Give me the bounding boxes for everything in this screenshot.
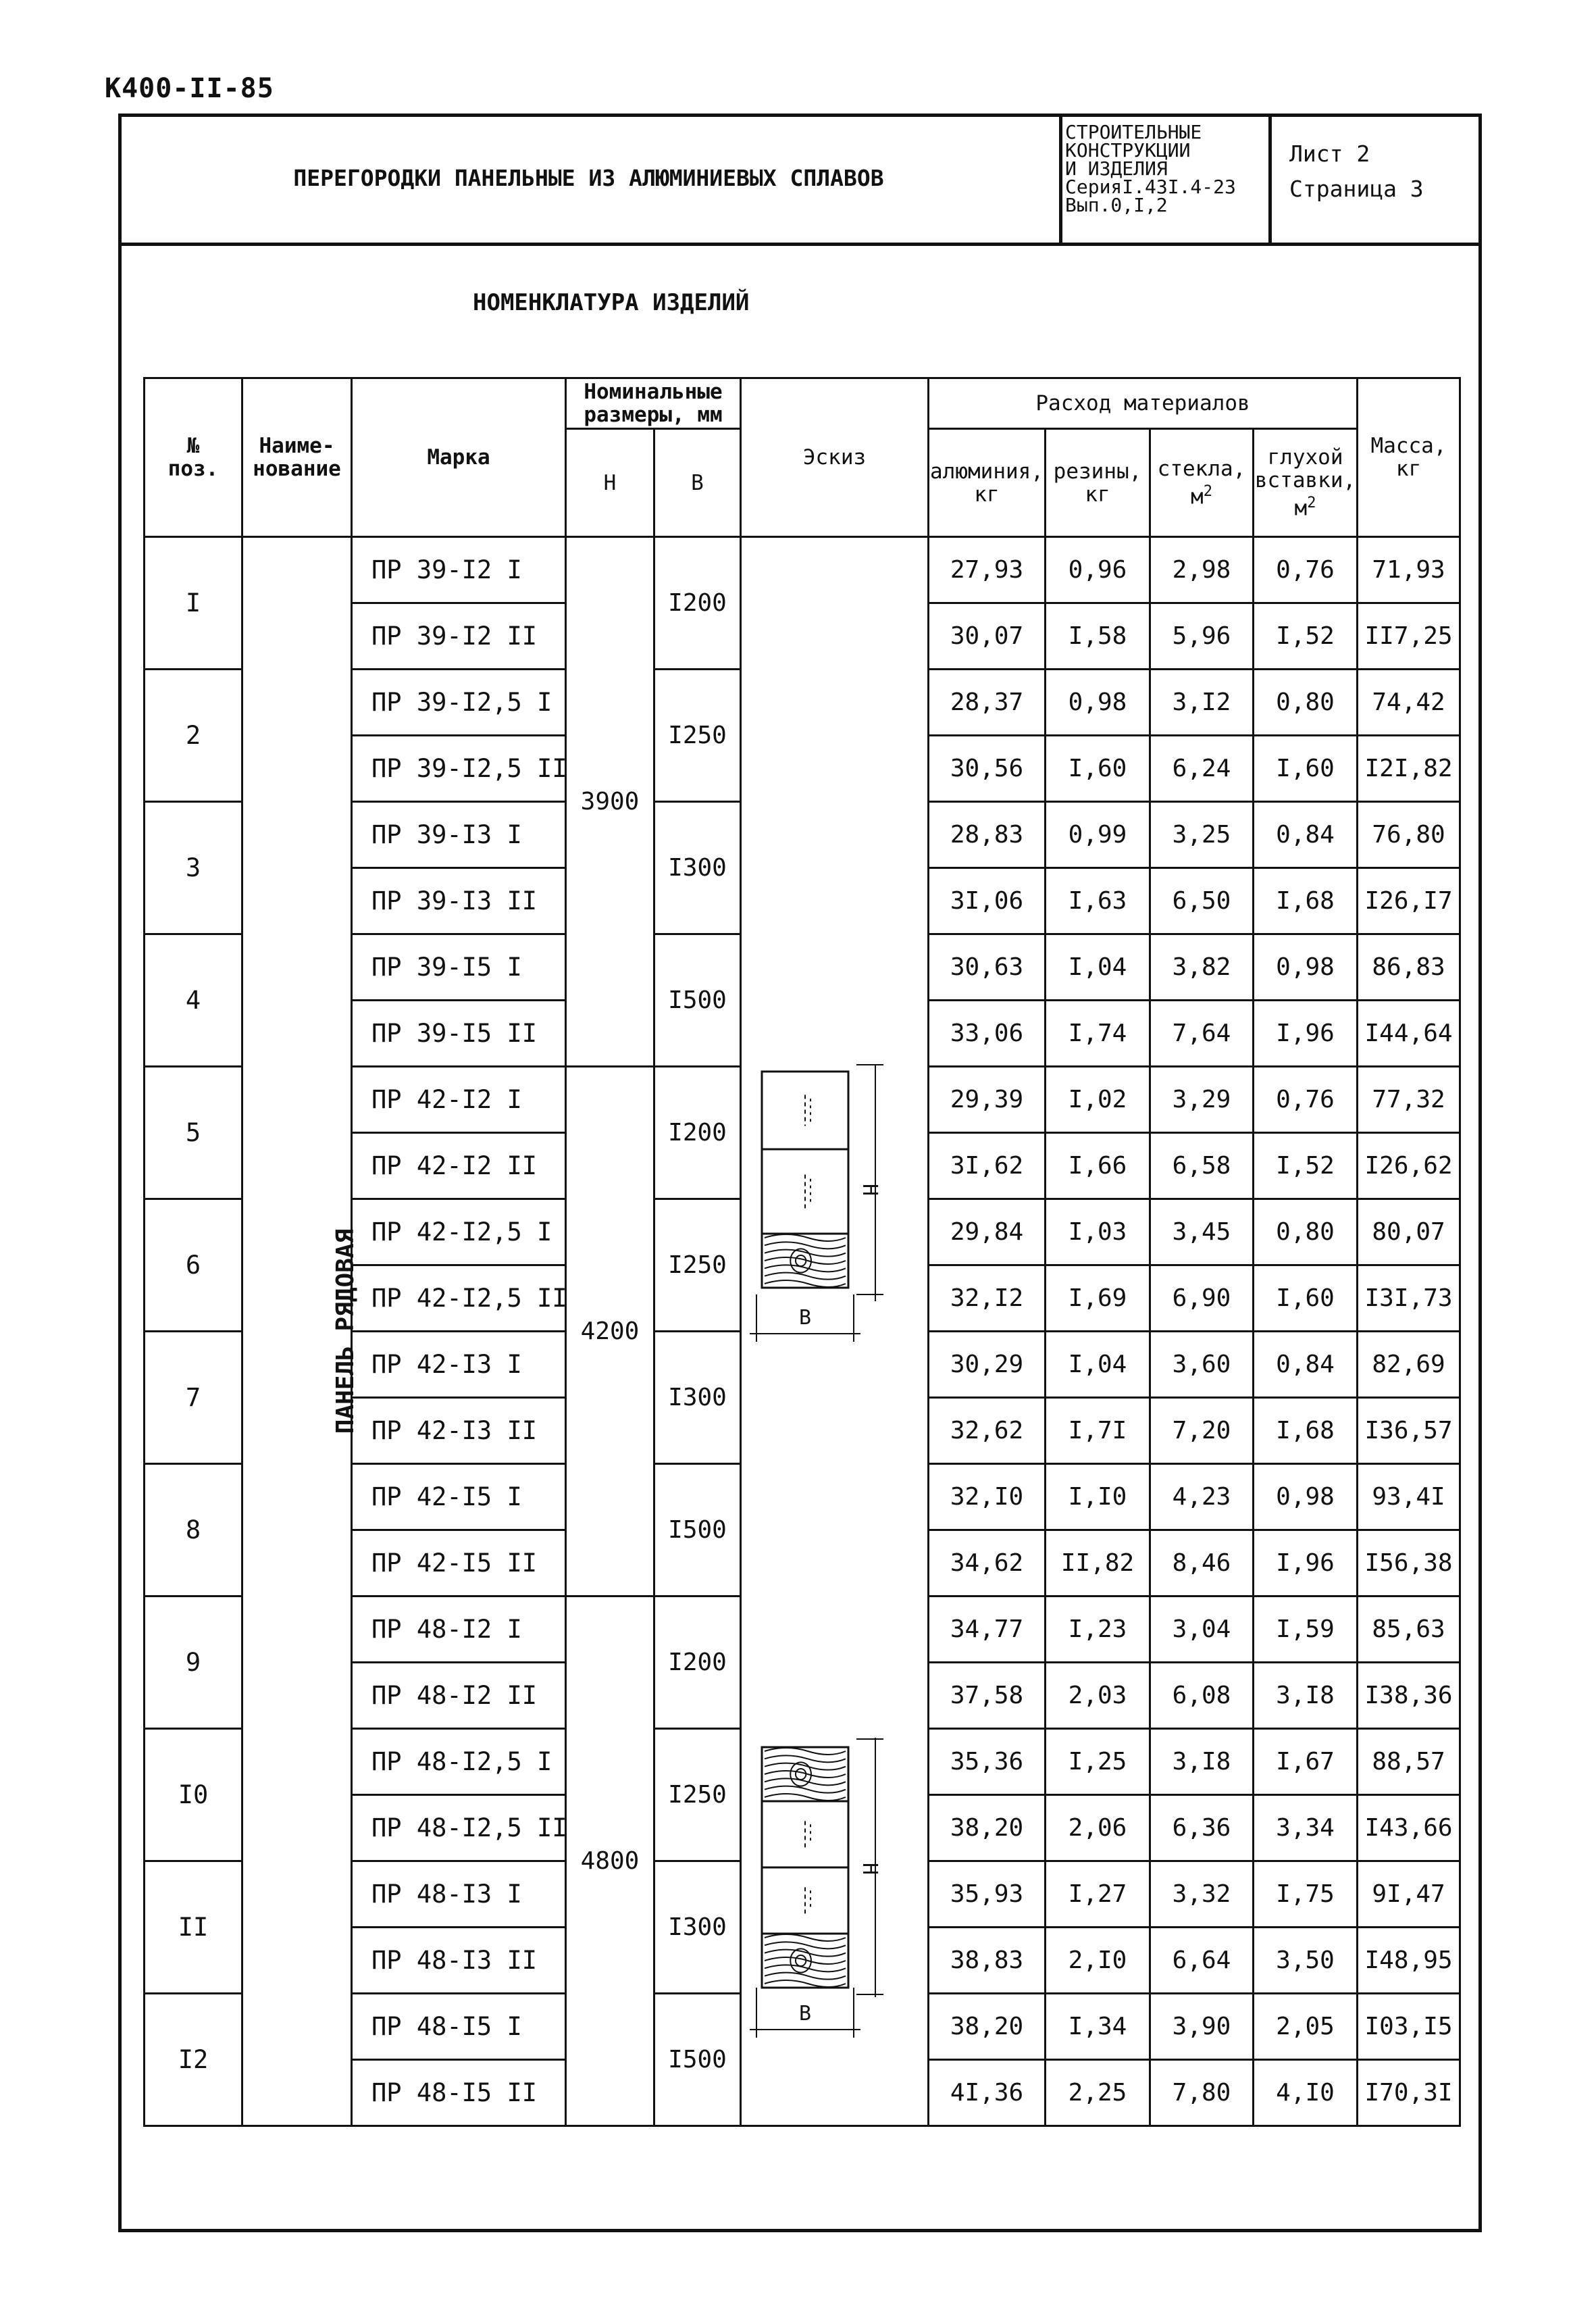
sheet-number: Лист 2 xyxy=(1289,141,1370,167)
value-mass: I48,95 xyxy=(1358,1928,1460,1994)
page-number: Страница 3 xyxy=(1289,176,1424,202)
mark-cell: ПР 42-I3 I xyxy=(352,1332,566,1398)
mark-cell: ПР 48-I5 I xyxy=(352,1994,566,2060)
header-insert: глухой вставки, $м^2$ xyxy=(1254,429,1358,537)
dim-label-h: Н xyxy=(858,1862,881,1876)
value-al: 38,20 xyxy=(929,1795,1046,1861)
value-al: 4I,36 xyxy=(929,2060,1046,2126)
value-al: 3I,62 xyxy=(929,1133,1046,1199)
value-gl: 3,I8 xyxy=(1150,1729,1254,1795)
header-h: Н xyxy=(566,429,654,537)
value-ins: I,68 xyxy=(1254,868,1358,934)
value-rub: 0,99 xyxy=(1046,802,1150,868)
dim-label-b: В xyxy=(798,1306,812,1330)
value-mass: 85,63 xyxy=(1358,1596,1460,1663)
series-line: СТРОИТЕЛЬНЫЕ xyxy=(1065,121,1202,143)
mark-cell: ПР 39-I3 II xyxy=(352,868,566,934)
value-mass: 71,93 xyxy=(1358,537,1460,603)
position-number: 9 xyxy=(145,1596,242,1729)
value-gl: 7,20 xyxy=(1150,1398,1254,1464)
value-mass: I03,I5 xyxy=(1358,1994,1460,2060)
value-mass: I26,62 xyxy=(1358,1133,1460,1199)
mark-cell: ПР 48-I3 I xyxy=(352,1861,566,1928)
value-al: 38,20 xyxy=(929,1994,1046,2060)
glass-pane xyxy=(762,1867,848,1934)
value-al: 34,77 xyxy=(929,1596,1046,1663)
sketch-drawings xyxy=(742,538,929,2127)
value-rub: I,34 xyxy=(1046,1994,1150,2060)
value-gl: 6,90 xyxy=(1150,1265,1254,1332)
position-number: 5 xyxy=(145,1067,242,1199)
value-al: 34,62 xyxy=(929,1530,1046,1596)
value-rub: I,I0 xyxy=(1046,1464,1150,1530)
series-line: Вып.0,I,2 xyxy=(1065,194,1168,216)
value-gl: 3,25 xyxy=(1150,802,1254,868)
value-ins: I,67 xyxy=(1254,1729,1358,1795)
width-cell: I200 xyxy=(654,1596,741,1729)
value-gl: 3,90 xyxy=(1150,1994,1254,2060)
width-cell: I200 xyxy=(654,537,741,670)
value-al: 32,I2 xyxy=(929,1265,1046,1332)
value-rub: 2,I0 xyxy=(1046,1928,1150,1994)
width-cell: I500 xyxy=(654,1464,741,1596)
width-cell: I300 xyxy=(654,1861,741,1994)
header-name: Наиме- нование xyxy=(242,378,352,537)
position-number: I xyxy=(145,537,242,670)
mark-cell: ПР 42-I2,5 I xyxy=(352,1199,566,1265)
blind-insert xyxy=(762,1747,848,1801)
value-mass: I70,3I xyxy=(1358,2060,1460,2126)
position-number: 6 xyxy=(145,1199,242,1332)
series-line: СерияI.43I.4-23 xyxy=(1065,176,1236,198)
value-mass: 93,4I xyxy=(1358,1464,1460,1530)
value-mass: 86,83 xyxy=(1358,934,1460,1001)
value-rub: I,63 xyxy=(1046,868,1150,934)
value-al: 3I,06 xyxy=(929,868,1046,934)
width-cell: I300 xyxy=(654,1332,741,1464)
header-aluminium: алюминия, кг xyxy=(929,429,1046,537)
mark-cell: ПР 48-I3 II xyxy=(352,1928,566,1994)
header-rubber: резины, кг xyxy=(1046,429,1150,537)
mark-cell: ПР 42-I5 I xyxy=(352,1464,566,1530)
value-rub: I,23 xyxy=(1046,1596,1150,1663)
value-ins: 3,50 xyxy=(1254,1928,1358,1994)
value-ins: 3,I8 xyxy=(1254,1663,1358,1729)
position-number: 8 xyxy=(145,1464,242,1596)
mark-cell: ПР 48-I2 I xyxy=(352,1596,566,1663)
value-al: 29,84 xyxy=(929,1199,1046,1265)
mark-cell: ПР 39-I2,5 I xyxy=(352,670,566,736)
value-ins: I,96 xyxy=(1254,1530,1358,1596)
mark-cell: ПР 48-I2,5 I xyxy=(352,1729,566,1795)
header-pos: № поз. xyxy=(145,378,242,537)
value-rub: I,69 xyxy=(1046,1265,1150,1332)
value-al: 32,62 xyxy=(929,1398,1046,1464)
header-sketch: Эскиз xyxy=(741,378,929,537)
mark-cell: ПР 48-I2 II xyxy=(352,1663,566,1729)
value-al: 30,29 xyxy=(929,1332,1046,1398)
value-ins: 0,76 xyxy=(1254,537,1358,603)
value-rub: II,82 xyxy=(1046,1530,1150,1596)
mark-cell: ПР 48-I2,5 II xyxy=(352,1795,566,1861)
value-ins: 0,84 xyxy=(1254,1332,1358,1398)
value-al: 37,58 xyxy=(929,1663,1046,1729)
position-number: I0 xyxy=(145,1729,242,1861)
value-ins: I,52 xyxy=(1254,1133,1358,1199)
value-mass: II7,25 xyxy=(1358,603,1460,670)
mark-cell: ПР 42-I5 II xyxy=(352,1530,566,1596)
value-al: 38,83 xyxy=(929,1928,1046,1994)
value-ins: 2,05 xyxy=(1254,1994,1358,2060)
value-mass: I56,38 xyxy=(1358,1530,1460,1596)
value-mass: I3I,73 xyxy=(1358,1265,1460,1332)
header-b: В xyxy=(654,429,741,537)
mark-cell: ПР 39-I5 I xyxy=(352,934,566,1001)
value-rub: I,03 xyxy=(1046,1199,1150,1265)
position-number: I2 xyxy=(145,1994,242,2126)
width-cell: I500 xyxy=(654,934,741,1067)
value-mass: I36,57 xyxy=(1358,1398,1460,1464)
value-mass: I38,36 xyxy=(1358,1663,1460,1729)
position-number: 7 xyxy=(145,1332,242,1464)
value-mass: 80,07 xyxy=(1358,1199,1460,1265)
value-rub: I,7I xyxy=(1046,1398,1150,1464)
value-rub: I,04 xyxy=(1046,1332,1150,1398)
position-number: 3 xyxy=(145,802,242,934)
value-ins: I,52 xyxy=(1254,603,1358,670)
value-gl: 2,98 xyxy=(1150,537,1254,603)
value-al: 30,07 xyxy=(929,603,1046,670)
value-mass: 77,32 xyxy=(1358,1067,1460,1133)
sheet-block xyxy=(1268,114,1482,246)
value-al: 29,39 xyxy=(929,1067,1046,1133)
width-cell: I200 xyxy=(654,1067,741,1199)
value-rub: I,27 xyxy=(1046,1861,1150,1928)
blind-insert xyxy=(762,1934,848,1988)
value-rub: 2,25 xyxy=(1046,2060,1150,2126)
product-name-cell xyxy=(242,537,360,2126)
value-al: 35,93 xyxy=(929,1861,1046,1928)
width-cell: I500 xyxy=(654,1994,741,2126)
value-ins: I,60 xyxy=(1254,1265,1358,1332)
position-number: II xyxy=(145,1861,242,1994)
value-gl: 4,23 xyxy=(1150,1464,1254,1530)
value-al: 33,06 xyxy=(929,1001,1046,1067)
value-mass: I2I,82 xyxy=(1358,736,1460,802)
value-rub: 0,98 xyxy=(1046,670,1150,736)
value-mass: 9I,47 xyxy=(1358,1861,1460,1928)
value-mass: 88,57 xyxy=(1358,1729,1460,1795)
value-mass: 76,80 xyxy=(1358,802,1460,868)
position-number: 4 xyxy=(145,934,242,1067)
value-ins: I,59 xyxy=(1254,1596,1358,1663)
value-rub: I,66 xyxy=(1046,1133,1150,1199)
value-ins: I,68 xyxy=(1254,1398,1358,1464)
series-line: И ИЗДЕЛИЯ xyxy=(1065,157,1168,180)
value-gl: 5,96 xyxy=(1150,603,1254,670)
value-al: 28,83 xyxy=(929,802,1046,868)
dim-label-b: В xyxy=(798,2002,812,2026)
value-rub: 2,03 xyxy=(1046,1663,1150,1729)
width-cell: I300 xyxy=(654,802,741,934)
value-al: 32,I0 xyxy=(929,1464,1046,1530)
glass-pane xyxy=(762,1801,848,1867)
value-ins: 0,80 xyxy=(1254,1199,1358,1265)
header-nominal: Номинальные размеры, мм xyxy=(566,378,741,429)
height-cell: 3900 xyxy=(566,537,654,1067)
nomenclature-table xyxy=(143,377,1461,2127)
value-al: 27,93 xyxy=(929,537,1046,603)
value-al: 28,37 xyxy=(929,670,1046,736)
value-gl: 3,60 xyxy=(1150,1332,1254,1398)
value-rub: I,60 xyxy=(1046,736,1150,802)
value-gl: 8,46 xyxy=(1150,1530,1254,1596)
sketch-cell xyxy=(741,537,929,2126)
value-al: 30,56 xyxy=(929,736,1046,802)
mark-cell: ПР 42-I2 II xyxy=(352,1133,566,1199)
width-cell: I250 xyxy=(654,1199,741,1332)
value-mass: I43,66 xyxy=(1358,1795,1460,1861)
value-ins: 0,84 xyxy=(1254,802,1358,868)
mark-cell: ПР 42-I2 I xyxy=(352,1067,566,1133)
value-rub: I,02 xyxy=(1046,1067,1150,1133)
value-ins: 0,98 xyxy=(1254,1464,1358,1530)
mark-cell: ПР 39-I2 II xyxy=(352,603,566,670)
value-gl: 3,45 xyxy=(1150,1199,1254,1265)
series-line: КОНСТРУКЦИИ xyxy=(1065,139,1191,161)
value-rub: I,04 xyxy=(1046,934,1150,1001)
width-cell: I250 xyxy=(654,1729,741,1861)
value-gl: 3,32 xyxy=(1150,1861,1254,1928)
value-rub: 0,96 xyxy=(1046,537,1150,603)
table-row xyxy=(145,537,1460,603)
blind-insert xyxy=(762,1234,848,1288)
header-mark: Марка xyxy=(352,378,566,537)
header-mass: Масса, кг xyxy=(1358,378,1460,537)
value-rub: 2,06 xyxy=(1046,1795,1150,1861)
value-gl: 6,64 xyxy=(1150,1928,1254,1994)
position-number: 2 xyxy=(145,670,242,802)
value-gl: 6,24 xyxy=(1150,736,1254,802)
value-al: 30,63 xyxy=(929,934,1046,1001)
value-ins: I,75 xyxy=(1254,1861,1358,1928)
dim-label-h: Н xyxy=(858,1183,881,1197)
value-gl: 3,04 xyxy=(1150,1596,1254,1663)
mark-cell: ПР 39-I2,5 II xyxy=(352,736,566,802)
series-block xyxy=(1059,114,1268,246)
value-al: 35,36 xyxy=(929,1729,1046,1795)
value-gl: 7,80 xyxy=(1150,2060,1254,2126)
value-gl: 6,58 xyxy=(1150,1133,1254,1199)
mark-cell: ПР 42-I3 II xyxy=(352,1398,566,1464)
value-rub: I,74 xyxy=(1046,1001,1150,1067)
mark-cell: ПР 39-I2 I xyxy=(352,537,566,603)
value-mass: I44,64 xyxy=(1358,1001,1460,1067)
value-ins: 3,34 xyxy=(1254,1795,1358,1861)
value-ins: 0,98 xyxy=(1254,934,1358,1001)
product-name: ПАНЕЛЬ РЯДОВАЯ xyxy=(332,1228,360,1434)
value-mass: I26,I7 xyxy=(1358,868,1460,934)
table-body xyxy=(145,537,1460,2126)
value-gl: 6,36 xyxy=(1150,1795,1254,1861)
value-ins: 4,I0 xyxy=(1254,2060,1358,2126)
value-gl: 7,64 xyxy=(1150,1001,1254,1067)
header-consumption: Расход материалов xyxy=(929,378,1358,429)
value-gl: 6,08 xyxy=(1150,1663,1254,1729)
width-cell: I250 xyxy=(654,670,741,802)
value-gl: 3,29 xyxy=(1150,1067,1254,1133)
header-glass: стекла, $м^2$ xyxy=(1150,429,1254,537)
height-cell: 4200 xyxy=(566,1067,654,1596)
value-mass: 82,69 xyxy=(1358,1332,1460,1398)
value-ins: I,96 xyxy=(1254,1001,1358,1067)
value-mass: 74,42 xyxy=(1358,670,1460,736)
mark-cell: ПР 39-I5 II xyxy=(352,1001,566,1067)
value-rub: I,25 xyxy=(1046,1729,1150,1795)
value-gl: 6,50 xyxy=(1150,868,1254,934)
mark-cell: ПР 39-I3 I xyxy=(352,802,566,868)
value-rub: I,58 xyxy=(1046,603,1150,670)
section-title: НОМЕНКЛАТУРА ИЗДЕЛИЙ xyxy=(473,289,750,316)
value-gl: 3,I2 xyxy=(1150,670,1254,736)
value-gl: 3,82 xyxy=(1150,934,1254,1001)
document-title: ПЕРЕГОРОДКИ ПАНЕЛЬНЫЕ ИЗ АЛЮМИНИЕВЫХ СПЛАВОВ xyxy=(118,114,1059,246)
height-cell: 4800 xyxy=(566,1596,654,2126)
mark-cell: ПР 42-I2,5 II xyxy=(352,1265,566,1332)
document-code: К400-II-85 xyxy=(105,73,274,104)
value-ins: I,60 xyxy=(1254,736,1358,802)
value-ins: 0,76 xyxy=(1254,1067,1358,1133)
mark-cell: ПР 48-I5 II xyxy=(352,2060,566,2126)
value-ins: 0,80 xyxy=(1254,670,1358,736)
